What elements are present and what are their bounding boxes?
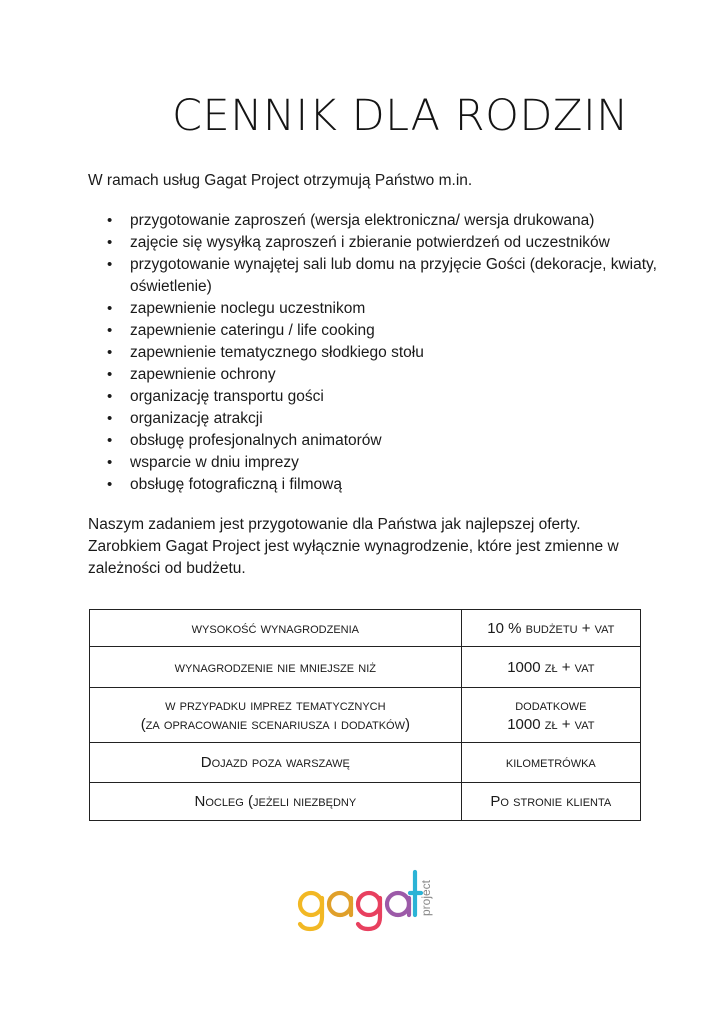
service-text: organizację atrakcji [130,410,263,427]
logo-letter-g2 [358,893,380,929]
list-item [107,210,690,232]
logo-letter-a1 [329,893,351,915]
intro-text: W ramach usług Gagat Project otrzymują Państwo m.in. [88,172,473,189]
pricing-label-text: Dojazd poza warszawę [200,754,350,771]
pricing-value [461,647,640,688]
bullet-icon: • [107,344,113,361]
list-item [107,254,690,298]
bullet-icon: • [107,212,113,229]
pricing-value [461,610,640,647]
list-item [107,232,690,254]
list-item [107,364,690,386]
service-text: zapewnienie tematycznego słodkiego stołu [130,344,424,361]
bullet-icon: • [107,256,113,273]
service-text: zapewnienie ochrony [130,366,276,383]
pricing-label-text: Nocleg (jeżeli niezbędny [194,793,357,810]
bullet-icon: • [107,234,113,251]
pricing-value: kilometrówka [461,743,640,783]
list-item [107,320,690,342]
list-item [107,452,690,474]
service-text: obsługę fotograficzną i filmową [130,476,342,493]
list-item [107,430,690,452]
pricing-label [90,743,462,783]
service-text: zajęcie się wysyłką zaproszeń i zbieranie potwierdzeń od uczestników [130,234,610,251]
pricing-label-line: w przypadku imprez tematycznych [165,697,386,714]
bullet-icon: • [107,366,113,383]
table-row [90,743,641,783]
service-text: zapewnienie cateringu / life cooking [130,322,375,339]
page-title: CENNIK DLA RODZIN [172,91,629,141]
list-item [107,408,690,430]
pricing-label: wysokość wynagrodzenia [90,610,462,647]
pricing-value-text: Po stronie klienta [490,793,612,810]
service-text: przygotowanie zaproszeń (wersja elektroniczna/ wersja drukowana) [130,212,595,229]
bullet-icon: • [107,388,113,405]
pricing-value-text: 10 % budżetu + vat [487,619,615,637]
service-text: obsługę profesjonalnych animatorów [130,432,382,449]
pricing-value-line: dodatkowe [515,697,587,714]
pricing-value [461,783,640,821]
bullet-icon: • [107,322,113,339]
list-item [107,386,690,408]
service-text: przygotowanie wynajętej sali lub domu na przyjęcie Gości (dekoracje, kwiaty, oświetlenie) [130,256,657,295]
logo-subtitle: project [419,879,433,916]
outro-text: Naszym zadaniem jest przygotowanie dla Państwa jak najlepszej oferty. Zarobkiem Gagat Project jest wyłącznie wynagrodzenie, które jest zmienne w zależności od budżetu. [88,516,619,577]
list-item [107,474,690,496]
pricing-value [461,688,640,743]
pricing-label-line: (za opracowanie scenariusza i dodatków) [140,716,410,733]
service-text: zapewnienie noclegu uczestnikom [130,300,366,317]
table-row [90,783,641,821]
pricing-label [90,783,462,821]
bullet-icon: • [107,432,113,449]
table-row [90,688,641,743]
list-item [107,298,690,320]
bullet-icon: • [107,476,113,493]
list-item [107,342,690,364]
pricing-table [89,609,641,821]
pricing-value-text: 1000 zł + vat [507,658,595,676]
service-text: wsparcie w dniu imprezy [130,454,299,471]
bullet-icon: • [107,454,113,471]
logo-a1-bowl [329,893,351,915]
gagat-project-logo [296,866,436,936]
pricing-label: wynagrodzenie nie mniejsze niż [90,647,462,688]
bullet-icon: • [107,410,113,427]
table-row [90,610,641,647]
logo-letter-a2 [387,893,409,915]
logo-a2-bowl [387,893,409,915]
table-row [90,647,641,688]
logo-g1-bowl [300,893,322,915]
bullet-icon: • [107,300,113,317]
service-text: organizację transportu gości [130,388,324,405]
pricing-label [90,688,462,743]
pricing-value-line: 1000 zł + vat [507,716,595,733]
logo-g2-bowl [358,893,380,915]
services-list [88,210,690,496]
logo-letter-g1 [300,893,322,929]
